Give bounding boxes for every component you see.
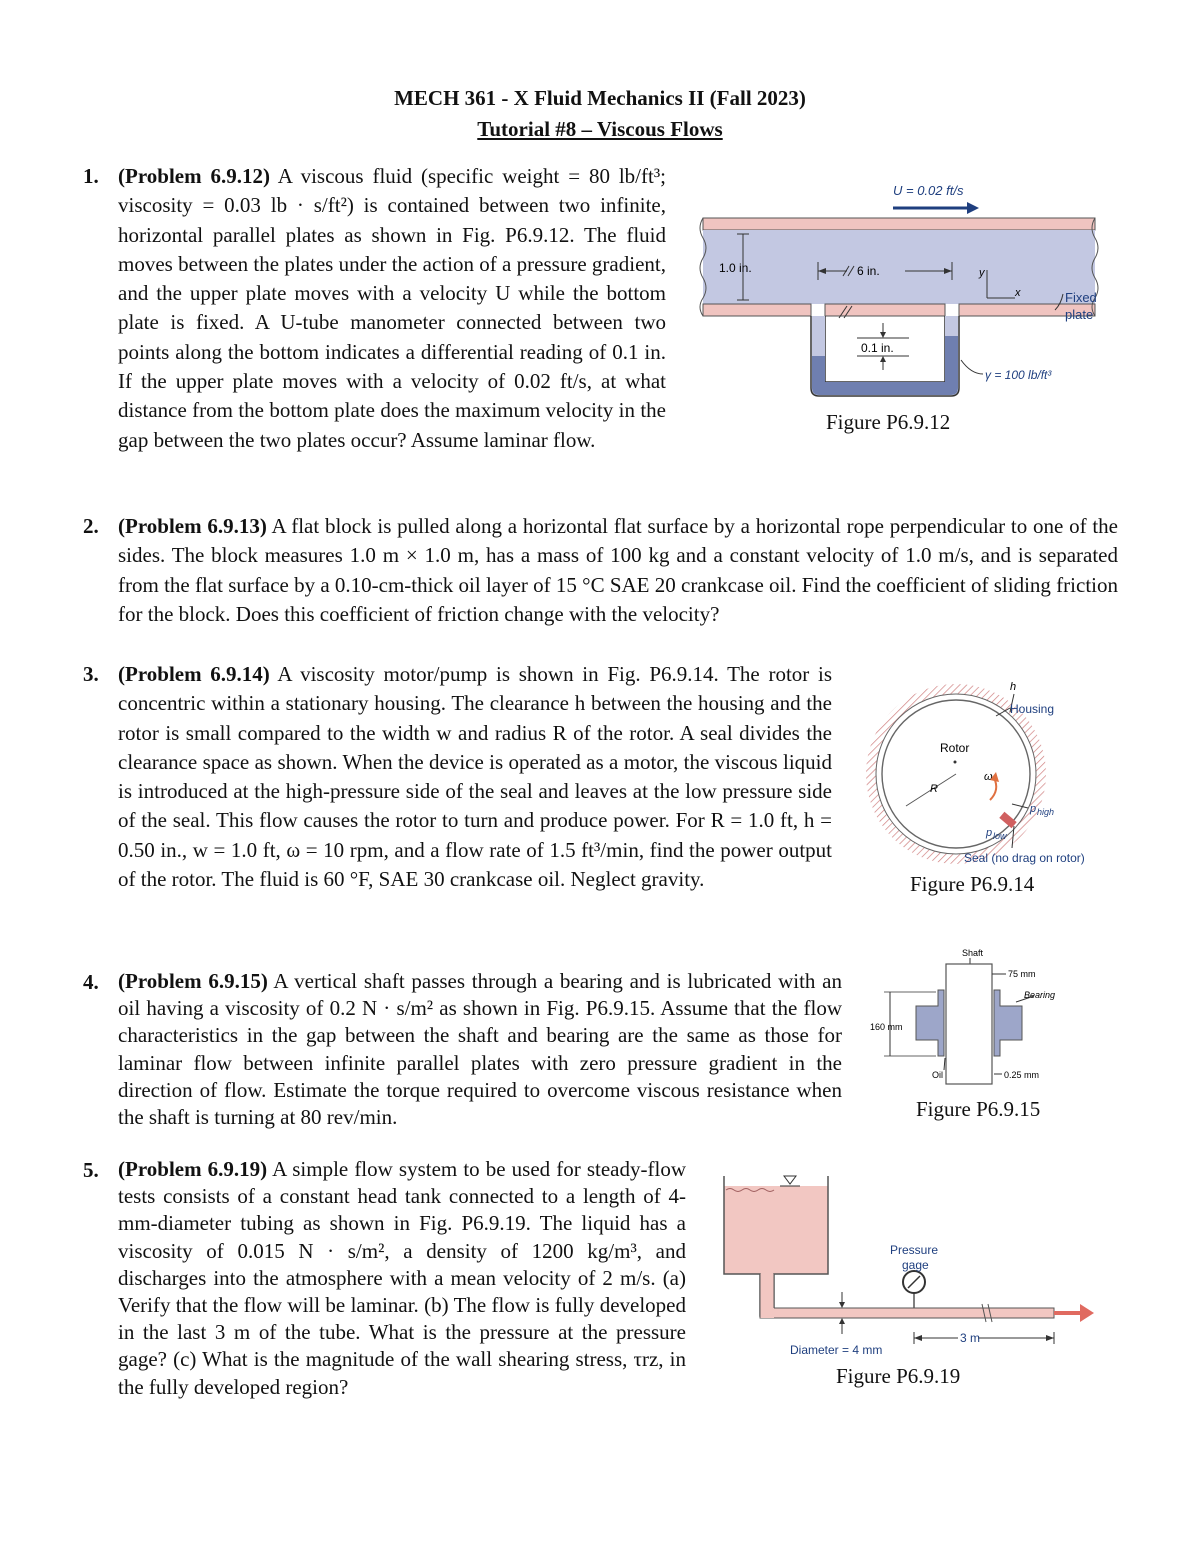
problem-4-ref: (Problem 6.9.15) bbox=[118, 969, 268, 993]
svg-text:160 mm: 160 mm bbox=[870, 1022, 903, 1032]
figure-p6-9-14-caption: Figure P6.9.14 bbox=[910, 872, 1035, 896]
shaft bbox=[946, 964, 992, 1084]
fluid-layer bbox=[703, 230, 1095, 304]
figure-p6-9-19-caption: Figure P6.9.19 bbox=[836, 1364, 961, 1388]
lower-plate bbox=[703, 304, 811, 316]
svg-text:0.25 mm: 0.25 mm bbox=[1004, 1070, 1040, 1080]
problem-2-body: A flat block is pulled along a horizontal flat surface by a horizontal rope perpendicular to one of the sides. The block measures 1.0 m × 1.0 m, has a mass of 100 kg and a constant velocity of 1.0 m/s, and is separated from the flat surface by a 0.10-cm-thick oil layer of 15 °C SAE 20 crankcase oil. Find the coefficient of sliding friction for the block. Does this coefficient of friction change with the velocity? bbox=[118, 514, 1118, 626]
problem-3-text bbox=[118, 660, 832, 894]
seal-label: Seal (no drag on rotor) bbox=[964, 851, 1085, 865]
bearing bbox=[916, 990, 944, 1056]
problem-5-number: 5. bbox=[83, 1158, 99, 1182]
constant-head-tank bbox=[724, 1186, 828, 1274]
svg-text:p: p bbox=[986, 827, 993, 839]
svg-text:high: high bbox=[1037, 807, 1055, 817]
figure-p6-9-19 bbox=[718, 1168, 1102, 1368]
svg-text:plate: plate bbox=[1065, 307, 1094, 322]
problem-1-ref: (Problem 6.9.12) bbox=[118, 164, 270, 188]
svg-text:x: x bbox=[1015, 287, 1021, 299]
svg-text:h: h bbox=[1010, 681, 1017, 693]
problem-5-text bbox=[118, 1156, 686, 1401]
outflow-arrow bbox=[1080, 1304, 1094, 1322]
svg-text:Oil: Oil bbox=[932, 1070, 943, 1080]
svg-text:gage: gage bbox=[902, 1258, 929, 1272]
problem-3-number: 3. bbox=[83, 662, 99, 686]
svg-text:Bearing: Bearing bbox=[1024, 990, 1056, 1000]
gamma-label: γ = 100 lb/ft³ bbox=[985, 368, 1052, 382]
upper-plate bbox=[703, 218, 1095, 230]
svg-text:ω: ω bbox=[984, 771, 993, 783]
length-label: 3 m bbox=[960, 1331, 981, 1345]
svg-text:low: low bbox=[993, 831, 1007, 841]
shaft-label: Shaft bbox=[962, 948, 984, 958]
svg-text:p: p bbox=[1030, 803, 1037, 815]
figure-p6-9-12-caption: Figure P6.9.12 bbox=[826, 410, 951, 434]
reading-label: 0.1 in. bbox=[861, 341, 894, 355]
spacing-label: 6 in. bbox=[857, 264, 880, 278]
figure-p6-9-15 bbox=[866, 946, 1066, 1086]
problem-5-body: A simple flow system to be used for steady-flow tests consists of a constant head tank connected to a length of 4-mm-diameter tubing as shown in Fig. P6.9.19. The liquid has a viscosity of 0.015 N · s/m², a density of 1200 kg/m³, and discharges into the atmosphere with a mean velocity of 2 m/s. (a) Verify that the flow will be laminar. (b) The flow is fully developed in the last 3 m of the tube. What is the pressure at the pressure gage? (c) What is the magnitude of the wall shearing stress, τrz, in the fully developed region? bbox=[118, 1157, 686, 1399]
problem-5-ref: (Problem 6.9.19) bbox=[118, 1157, 268, 1181]
housing-label: Housing bbox=[1010, 702, 1055, 716]
problem-4-number: 4. bbox=[83, 970, 99, 994]
svg-text:R: R bbox=[930, 783, 938, 795]
svg-text:y: y bbox=[979, 267, 985, 279]
gage-label: Pressure bbox=[890, 1243, 939, 1257]
problem-3-body: A viscosity motor/pump is shown in Fig. P6.9.14. The rotor is concentric within a stationary housing. The clearance h between the housing and the rotor is small compared to the width w and radius R of the rotor. A seal divides the clearance space as shown. When the device is operated as a motor, the viscous liquid is introduced at the high-pressure side of the seal and leaves at the low pressure side of the seal. This flow causes the rotor to turn and produce power. For R = 1.0 ft, h = 0.50 in., w = 1.0 ft, ω = 10 rpm, and a flow rate of 1.5 ft³/min, find the power output of the rotor. The fluid is 60 °F, SAE 30 crankcase oil. Neglect gravity. bbox=[118, 662, 832, 892]
problem-2-number: 2. bbox=[83, 514, 99, 538]
problem-1-number: 1. bbox=[83, 164, 99, 188]
problem-4-body: A vertical shaft passes through a bearing and is lubricated with an oil having a viscosity of 0.2 N · s/m² as shown in Fig. P6.9.15. Assume that the flow characteristics in the gap between the shaft and bearing are the same as those for laminar flow between infinite parallel plates with zero pressure gradient in the direction of flow. Estimate the torque required to overcome viscous resistance when the shaft is turning at 80 rev/min. bbox=[118, 969, 842, 1130]
problem-1-body: A viscous fluid (specific weight = 80 lb/ft³; viscosity = 0.03 lb · s/ft²) is contained between two infinite, horizontal parallel plates as shown in Fig. P6.9.12. The fluid moves between the plates under the action of a pressure gradient, and the upper plate moves with a velocity U while the bottom plate is fixed. A U-tube manometer connected between two points along the bottom indicates a differential reading of 0.1 in. If the upper plate moves with a velocity of 0.02 ft/s, at what distance from the bottom plate does the maximum velocity in the gap between the two plates occur? Assume laminar flow. bbox=[118, 164, 666, 452]
tutorial-title: Tutorial #8 – Viscous Flows bbox=[477, 117, 723, 141]
gap-label: 1.0 in. bbox=[719, 261, 752, 275]
tube bbox=[760, 1308, 1054, 1318]
figure-p6-9-12 bbox=[697, 178, 1107, 398]
rotor-label: Rotor bbox=[940, 741, 970, 755]
problem-4-text bbox=[118, 968, 842, 1131]
problem-1-text bbox=[118, 162, 666, 455]
problem-2-text bbox=[118, 512, 1118, 629]
fixed-plate-label: Fixed bbox=[1065, 290, 1097, 305]
figure-p6-9-15-caption: Figure P6.9.15 bbox=[916, 1097, 1041, 1121]
figure-p6-9-14 bbox=[862, 676, 1102, 871]
svg-text:75 mm: 75 mm bbox=[1008, 969, 1036, 979]
problem-3-ref: (Problem 6.9.14) bbox=[118, 662, 270, 686]
course-title: MECH 361 - X Fluid Mechanics II (Fall 2023) bbox=[394, 86, 806, 110]
diameter-label: Diameter = 4 mm bbox=[790, 1343, 883, 1357]
problem-2-ref: (Problem 6.9.13) bbox=[118, 514, 267, 538]
velocity-label: U = 0.02 ft/s bbox=[893, 183, 964, 198]
